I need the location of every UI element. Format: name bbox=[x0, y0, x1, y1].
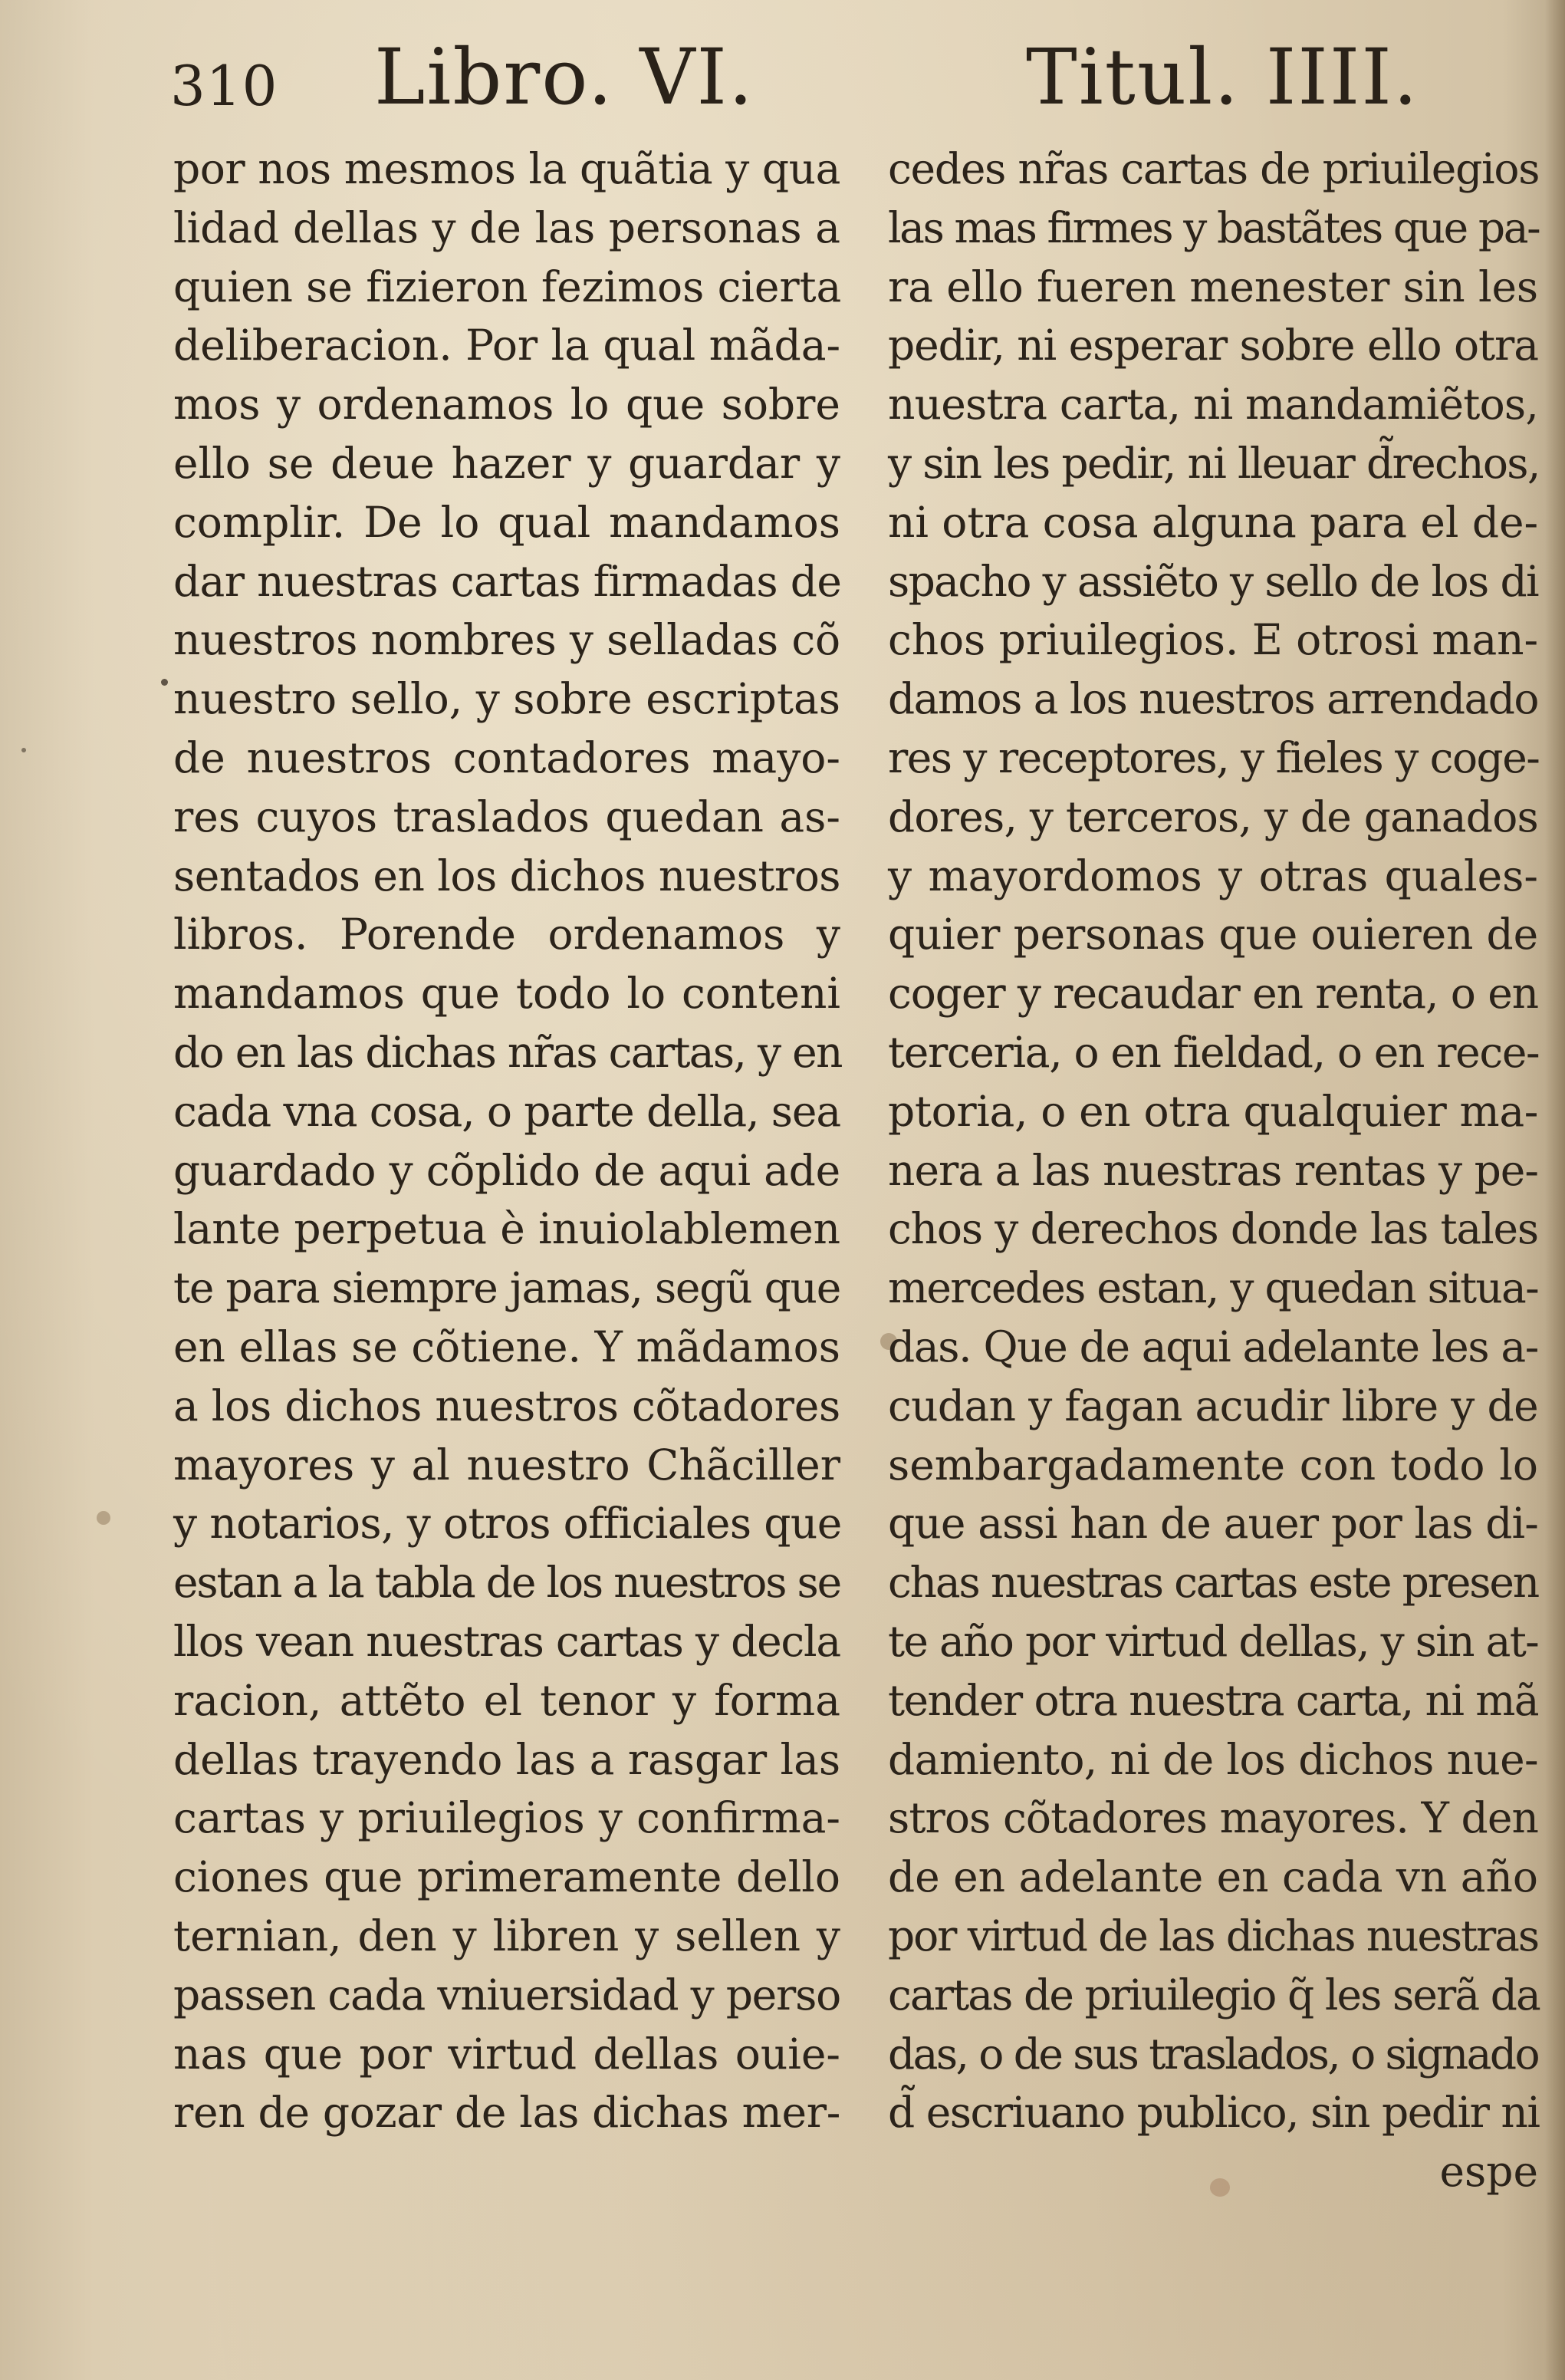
foxing-spot bbox=[21, 748, 26, 752]
text-line: mayores y al nuestro Chãciller bbox=[173, 1440, 840, 1490]
text-line: racion, attẽto el tenor y forma bbox=[173, 1675, 840, 1725]
catchword: espe bbox=[1439, 2147, 1538, 2197]
text-line: chos y derechos donde las tales bbox=[888, 1204, 1538, 1254]
text-line: damos a los nuestros arrendado bbox=[888, 674, 1538, 724]
text-line: cartas y priuilegios y confirma- bbox=[173, 1793, 840, 1843]
text-line: ello se deue hazer y guardar y bbox=[173, 438, 840, 488]
text-line: lante perpetua è inuiolablemen bbox=[173, 1204, 840, 1254]
text-line: nuestro sello, y sobre escriptas bbox=[173, 674, 840, 724]
text-line: ciones que primeramente dello bbox=[173, 1852, 840, 1902]
text-line: chas nuestras cartas este presen bbox=[888, 1558, 1538, 1608]
text-line: mos y ordenamos lo que sobre bbox=[173, 380, 840, 430]
text-column-right bbox=[888, 140, 1538, 2201]
text-line: res y receptores, y fieles y coge- bbox=[888, 732, 1540, 782]
text-line: te año por virtud dellas, y sin at- bbox=[888, 1616, 1538, 1666]
text-line: passen cada vniuersidad y perso bbox=[173, 1970, 840, 2020]
text-line: las mas firmes y bastãtes que pa- bbox=[888, 202, 1540, 252]
text-line: mandamos que todo lo conteni bbox=[173, 969, 840, 1019]
text-line: en ellas se cõtiene. Y mãdamos bbox=[173, 1322, 840, 1371]
text-line: chos priuilegios. E otrosi man- bbox=[888, 615, 1538, 665]
text-line: libros. Porende ordenamos y bbox=[173, 910, 840, 960]
page-edge-shadow bbox=[1545, 0, 1565, 2380]
text-line: sembargadamente con todo lo bbox=[888, 1440, 1538, 1490]
text-line: tender otra nuestra carta, ni mã bbox=[888, 1675, 1538, 1725]
text-line: res cuyos traslados quedan as- bbox=[173, 792, 840, 841]
text-line: te para siempre jamas, segũ que bbox=[173, 1263, 840, 1313]
text-line: ternian, den y libren y sellen y bbox=[173, 1911, 840, 1960]
text-line: que assi han de auer por las di- bbox=[888, 1499, 1538, 1549]
text-line: damiento, ni de los dichos nue- bbox=[888, 1734, 1538, 1784]
text-line: nera a las nuestras rentas y pe- bbox=[888, 1145, 1538, 1195]
text-line: de en adelante en cada vn año bbox=[888, 1852, 1538, 1902]
text-line: complir. De lo qual mandamos bbox=[173, 497, 840, 547]
text-line: de nuestros contadores mayo- bbox=[173, 732, 840, 782]
folio-number: 310 bbox=[170, 54, 278, 118]
text-line: ni otra cosa alguna para el de- bbox=[888, 497, 1539, 547]
running-head-title: Titul. IIII. bbox=[1026, 32, 1419, 122]
text-line: coger y recaudar en renta, o en bbox=[888, 969, 1538, 1019]
text-line: llos vean nuestras cartas y decla bbox=[173, 1616, 840, 1666]
text-line: mercedes estan, y quedan situa- bbox=[888, 1263, 1538, 1313]
text-line: dellas trayendo las a rasgar las bbox=[173, 1734, 840, 1784]
text-line: quier personas que ouieren de bbox=[888, 910, 1538, 960]
text-line: cada vna cosa, o parte della, sea bbox=[173, 1086, 840, 1136]
text-line: lidad dellas y de las personas a bbox=[173, 202, 840, 252]
text-line: ren de gozar de las dichas mer- bbox=[173, 2088, 840, 2138]
running-head-book: Libro. VI. bbox=[374, 32, 755, 122]
text-line: nas que por virtud dellas ouie- bbox=[173, 2029, 840, 2079]
foxing-spot bbox=[161, 679, 168, 686]
text-line: y sin les pedir, ni lleuar d̃rechos, bbox=[888, 438, 1540, 488]
text-line: stros cõtadores mayores. Y den bbox=[888, 1793, 1538, 1843]
text-line: d̃ escriuano publico, sin pedir ni bbox=[888, 2088, 1540, 2138]
text-line: pedir, ni esperar sobre ello otra bbox=[888, 321, 1538, 370]
text-line: por virtud de las dichas nuestras bbox=[888, 1911, 1538, 1960]
page-header bbox=[0, 31, 1565, 130]
text-line: guardado y cõplido de aqui ade bbox=[173, 1145, 840, 1195]
text-line: nuestra carta, ni mandamiẽtos, bbox=[888, 380, 1538, 430]
text-column-left bbox=[173, 140, 840, 2142]
text-line: ra ello fueren menester sin les bbox=[888, 262, 1538, 311]
text-line: deliberacion. Por la qual mãda- bbox=[173, 321, 840, 370]
text-line: por nos mesmos la quãtia y qua bbox=[173, 144, 840, 193]
text-line: das, o de sus traslados, o signado bbox=[888, 2029, 1538, 2079]
text-line: quien se fizieron fezimos cierta bbox=[173, 262, 842, 311]
text-line: spacho y assiẽto y sello de los di bbox=[888, 556, 1538, 606]
foxing-spot bbox=[97, 1511, 110, 1525]
text-line: cedes nr̃as cartas de priuilegios bbox=[888, 144, 1540, 193]
text-line: terceria, o en fieldad, o en rece- bbox=[888, 1027, 1540, 1077]
text-line: a los dichos nuestros cõtadores bbox=[173, 1381, 840, 1430]
text-line: nuestros nombres y selladas cõ bbox=[173, 615, 840, 665]
text-line: das. Que de aqui adelante les a- bbox=[888, 1322, 1538, 1371]
text-line: sentados en los dichos nuestros bbox=[173, 851, 840, 900]
text-line: y notarios, y otros officiales que bbox=[173, 1499, 842, 1549]
text-line: do en las dichas nr̃as cartas, y en bbox=[173, 1027, 842, 1077]
text-line: estan a la tabla de los nuestros se bbox=[173, 1558, 840, 1608]
text-line: ptoria, o en otra qualquier ma- bbox=[888, 1086, 1538, 1136]
text-line: dores, y terceros, y de ganados bbox=[888, 792, 1538, 841]
text-line: y mayordomos y otras quales- bbox=[888, 851, 1538, 900]
text-line: cudan y fagan acudir libre y de bbox=[888, 1381, 1538, 1430]
text-line: dar nuestras cartas firmadas de bbox=[173, 556, 842, 606]
text-line: cartas de priuilegio q̃ les serã da bbox=[888, 1970, 1540, 2020]
